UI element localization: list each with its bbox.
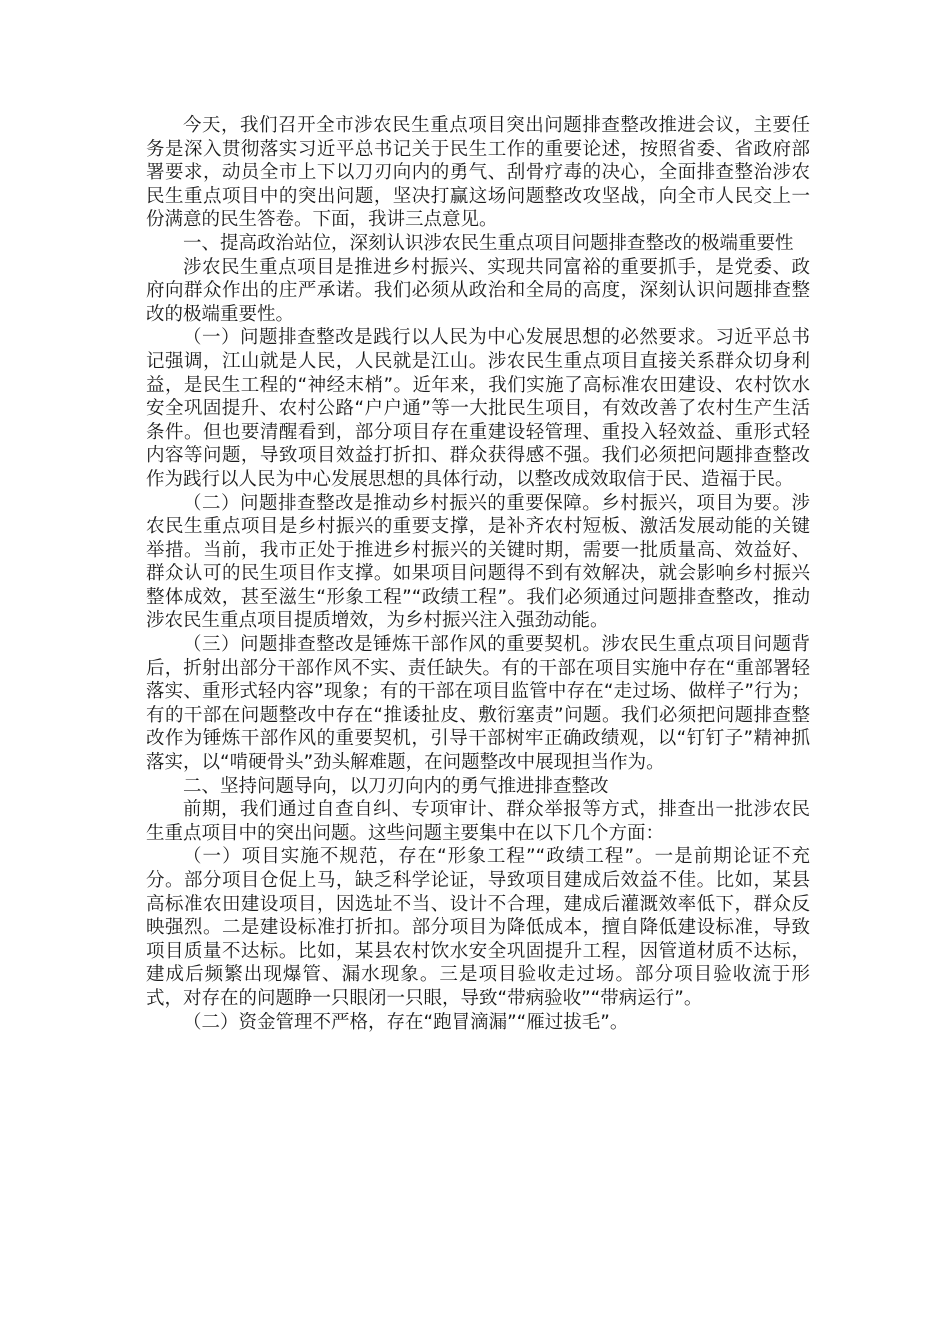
- section-1-point-2-paragraph: （二）问题排查整改是推动乡村振兴的重要保障。乡村振兴，项目为要。涉农民生重点项目是乡村振兴的重要支撑，是补齐农村短板、激活发展动能的关键举措。当前，我市正处于推进乡村振兴的关键时期，需要一批质量高、效益好、群众认可的民生项目作支撑。如果项目问题得不到有效解决，就会影响乡村振兴整体成效，甚至滋生“形象工程”“政绩工程”。我们必须通过问题排查整改，推动涉农民生重点项目提质增效，为乡村振兴注入强劲动能。: [146, 492, 810, 632]
- section-1-point-3-paragraph: （三）问题排查整改是锤炼干部作风的重要契机。涉农民生重点项目问题背后，折射出部分干部作风不实、责任缺失。有的干部在项目实施中存在“重部署轻落实、重形式轻内容”现象；有的干部在项目监管中存在“走过场、做样子”行为；有的干部在问题整改中存在“推诿扯皮、敷衍塞责”问题。我们必须把问题排查整改作为锤炼干部作风的重要契机，引导干部树牢正确政绩观，以“钉钉子”精神抓落实，以“啃硬骨头”劲头解难题，在问题整改中展现担当作为。: [146, 634, 810, 774]
- intro-paragraph: 今天，我们召开全市涉农民生重点项目突出问题排查整改推进会议，主要任务是深入贯彻落实习近平总书记关于民生工作的重要论述，按照省委、省政府部署要求，动员全市上下以刀刃向内的勇气、刮骨疗毒的决心，全面排查整治涉农民生重点项目中的突出问题，坚决打赢这场问题整改攻坚战，向全市人民交上一份满意的民生答卷。下面，我讲三点意见。: [146, 115, 810, 231]
- section-2-intro-paragraph: 前期，我们通过自查自纠、专项审计、群众举报等方式，排查出一批涉农民生重点项目中的突出问题。这些问题主要集中在以下几个方面：: [146, 799, 810, 844]
- section-2-point-2-paragraph: （二）资金管理不严格，存在“跑冒滴漏”“雁过拔毛”。: [183, 1011, 629, 1033]
- document-body: [146, 114, 810, 1034]
- section-2-point-1-paragraph: （一）项目实施不规范，存在“形象工程”“政绩工程”。一是前期论证不充分。部分项目仓促上马，缺乏科学论证，导致项目建成后效益不佳。比如，某县高标准农田建设项目，因选址不当、设计不合理，建成后灌溉效率低下，群众反映强烈。二是建设标准打折扣。部分项目为降低成本，擅自降低建设标准，导致项目质量不达标。比如，某县农村饮水安全巩固提升工程，因管道材质不达标，建成后频繁出现爆管、漏水现象。三是项目验收走过场。部分项目验收流于形式，对存在的问题睁一只眼闭一只眼，导致“带病验收”“带病运行”。: [146, 846, 810, 1009]
- section-heading-1: 一、提高政治站位，深刻认识涉农民生重点项目问题排查整改的极端重要性: [183, 232, 794, 254]
- section-heading-2: 二、坚持问题导向，以刀刃向内的勇气推进排查整改: [183, 775, 609, 797]
- section-1-intro-paragraph: 涉农民生重点项目是推进乡村振兴、实现共同富裕的重要抓手，是党委、政府向群众作出的庄严承诺。我们必须从政治和全局的高度，深刻认识问题排查整改的极端重要性。: [146, 256, 810, 325]
- section-1-point-1-paragraph: （一）问题排查整改是践行以人民为中心发展思想的必然要求。习近平总书记强调，江山就是人民，人民就是江山。涉农民生重点项目直接关系群众切身利益，是民生工程的“神经末梢”。近年来，我们实施了高标准农田建设、农村饮水安全巩固提升、农村公路“户户通”等一大批民生项目，有效改善了农村生产生活条件。但也要清醒看到，部分项目存在重建设轻管理、重投入轻效益、重形式轻内容等问题，导致项目效益打折扣、群众获得感不强。我们必须把问题排查整改作为践行以人民为中心发展思想的具体行动，以整改成效取信于民、造福于民。: [146, 327, 810, 490]
